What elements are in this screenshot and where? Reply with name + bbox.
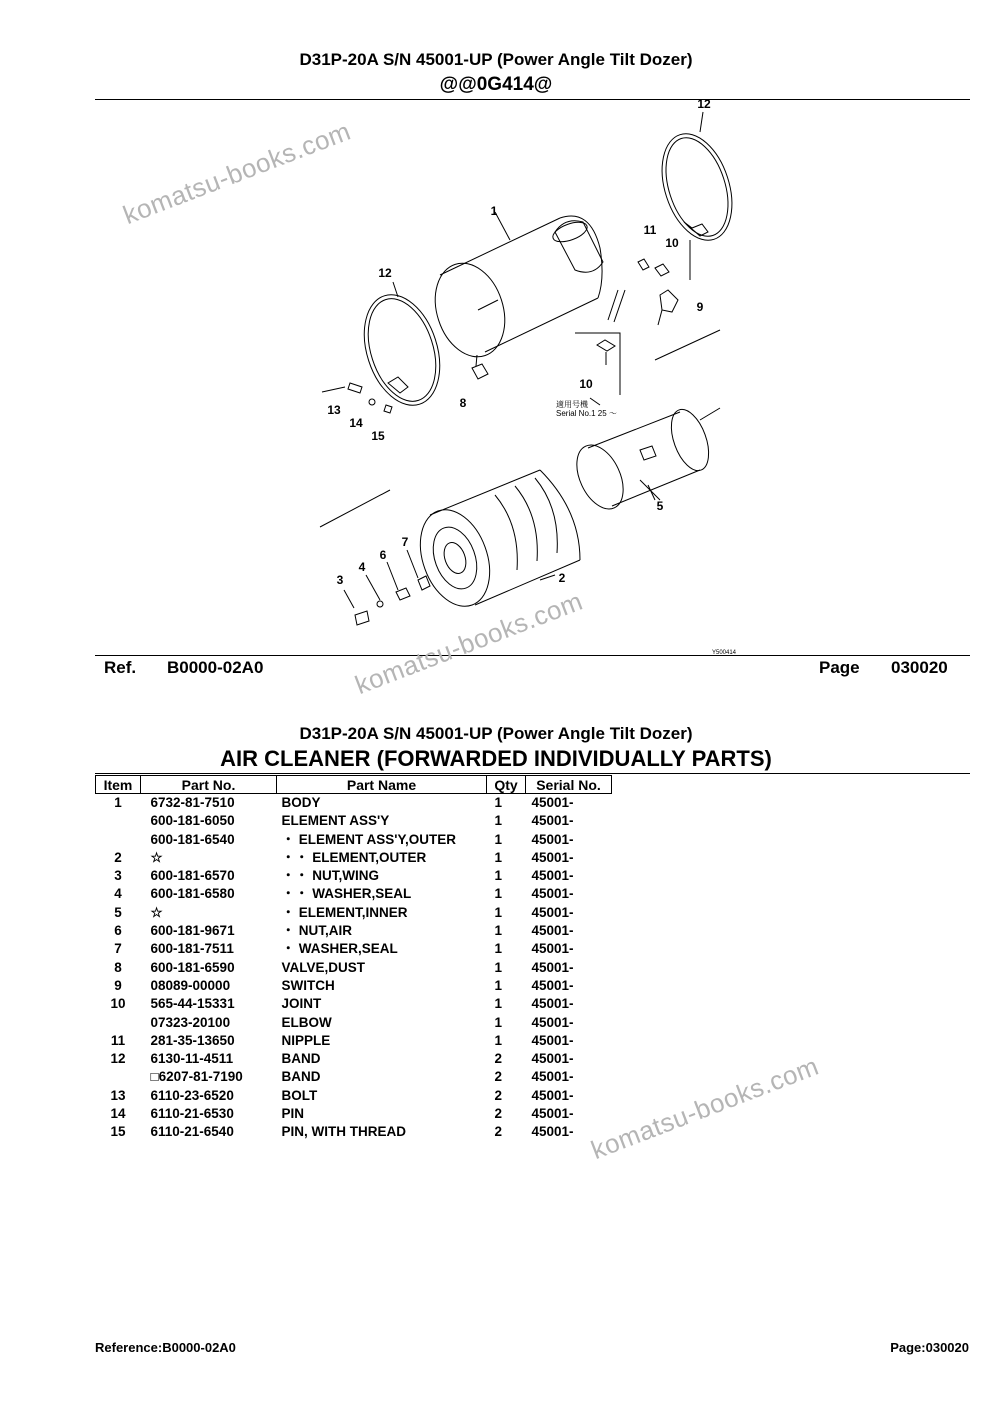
- callout-11: 11: [643, 223, 657, 237]
- cell-item: 5: [114, 904, 122, 920]
- cell-item: 3: [114, 868, 122, 884]
- cell-serial-no: 45001-: [531, 886, 574, 902]
- watermark: komatsu-books.com: [350, 585, 587, 701]
- callout-15: 15: [371, 429, 385, 443]
- cell-part-no: 600-181-6050: [150, 813, 235, 829]
- cell-part-no: 600-181-6540: [150, 831, 235, 847]
- cell-item: 9: [114, 977, 122, 993]
- cell-part-name: NIPPLE: [281, 1032, 331, 1048]
- ref-value: B0000-02A0: [167, 658, 264, 677]
- cell-serial-no: 45001-: [531, 904, 574, 920]
- cell-qty: 1: [494, 904, 503, 920]
- cell-item: 10: [110, 996, 126, 1012]
- section-title: AIR CLEANER (FORWARDED INDIVIDUALLY PARTS): [220, 746, 772, 771]
- cell-part-no: 600-181-7511: [150, 941, 234, 957]
- drawing-code: Y500414: [712, 650, 737, 655]
- cell-part-no: 565-44-15331: [150, 996, 235, 1012]
- pin-14: [369, 399, 375, 405]
- cell-part-no: 6130-11-4511: [150, 1051, 234, 1067]
- cell-item: [96, 812, 141, 830]
- col-serial-no: Serial No.: [526, 776, 612, 794]
- page-label: Page: [819, 658, 860, 677]
- cell-part-name: ELEMENT ASS'Y: [281, 813, 390, 829]
- cell-serial-no: 45001-: [531, 849, 574, 865]
- cell-serial-no: 45001-: [531, 868, 574, 884]
- table-row: [96, 1105, 612, 1123]
- dust-valve-8: [472, 364, 488, 379]
- cell-part-name: VALVE,DUST: [281, 959, 366, 975]
- parts-table: [95, 775, 612, 1142]
- cell-qty: 1: [494, 941, 503, 957]
- cell-serial-no: 45001-: [531, 1069, 574, 1085]
- band-clamp-top: [684, 222, 708, 236]
- table-row: [96, 1050, 612, 1068]
- cell-part-name: JOINT: [281, 996, 322, 1012]
- band-left: [351, 285, 453, 415]
- callout-1: 1: [490, 204, 498, 218]
- cell-part-name: ・・ ELEMENT,OUTER: [281, 849, 427, 865]
- cell-item: 1: [114, 795, 122, 810]
- table-row: [96, 977, 612, 995]
- band-top: [650, 125, 745, 249]
- cell-qty: 1: [494, 849, 503, 865]
- cell-qty: 2: [494, 1051, 503, 1067]
- cell-part-name: ・ ELEMENT,INNER: [281, 904, 408, 920]
- cell-serial-no: 45001-: [531, 1087, 574, 1103]
- inner-element-opening: [568, 438, 633, 517]
- cell-item: 8: [114, 959, 122, 975]
- watermark: komatsu-books.com: [586, 1050, 823, 1166]
- cell-part-name: BODY: [281, 795, 321, 810]
- cell-part-no: 281-35-13650: [150, 1032, 235, 1048]
- outer-element-front: [408, 500, 502, 616]
- cell-serial-no: 45001-: [531, 1106, 574, 1122]
- cell-part-name: BOLT: [281, 1087, 318, 1103]
- body-inlet: [555, 221, 603, 272]
- section-rule: [95, 773, 970, 774]
- cell-qty: 1: [494, 1014, 503, 1030]
- cell-item: 14: [110, 1106, 126, 1122]
- page-value: 030020: [891, 658, 948, 677]
- cell-serial-no: 45001-: [531, 977, 574, 993]
- cell-part-no: 600-181-6590: [150, 959, 235, 975]
- callout-3: 3: [336, 573, 344, 587]
- cell-part-name: ・ WASHER,SEAL: [281, 941, 398, 957]
- cell-part-name: BAND: [281, 1069, 321, 1085]
- table-header-row: [96, 776, 612, 794]
- cell-serial-no: 45001-: [531, 1014, 574, 1030]
- cell-part-no: 6110-21-6530: [150, 1106, 234, 1122]
- switch-9: [660, 290, 678, 312]
- cell-part-no: ☆: [150, 849, 163, 865]
- cell-part-name: PIN, WITH THREAD: [281, 1124, 406, 1140]
- ref-rule: [95, 655, 970, 656]
- col-part-name: Part Name: [277, 776, 487, 794]
- wing-nut-3: [355, 611, 369, 625]
- cell-qty: 2: [494, 1087, 503, 1103]
- table-row: [96, 1123, 612, 1141]
- cell-serial-no: 45001-: [531, 795, 574, 810]
- cell-item: [96, 831, 141, 849]
- parts-diagram: [0, 100, 992, 655]
- callout-14: 14: [349, 416, 363, 430]
- footer-page: Page:030020: [890, 1340, 969, 1355]
- callout-10: 10: [579, 377, 593, 391]
- callout-4: 4: [358, 560, 366, 574]
- callout-12-top: 12: [697, 100, 711, 111]
- cell-part-name: ・ NUT,AIR: [281, 923, 352, 939]
- callout-10-top: 10: [665, 236, 679, 250]
- cell-part-name: ・・ WASHER,SEAL: [281, 886, 412, 902]
- col-part-no: Part No.: [141, 776, 277, 794]
- cell-part-no: 6110-23-6520: [150, 1087, 234, 1103]
- cell-item: [96, 1014, 141, 1032]
- cell-item: 15: [110, 1124, 126, 1140]
- cell-serial-no: 45001-: [531, 996, 574, 1012]
- table-row: [96, 940, 612, 958]
- table-row: [96, 959, 612, 977]
- cell-qty: 1: [494, 813, 503, 829]
- cell-qty: 2: [494, 1124, 503, 1140]
- cell-qty: 1: [494, 1032, 503, 1048]
- page-header-code: @@0G414@: [439, 74, 553, 95]
- cell-part-no: 6732-81-7510: [150, 795, 235, 810]
- callout-8: 8: [459, 396, 467, 410]
- cell-part-no: 600-181-6570: [150, 868, 235, 884]
- cell-qty: 1: [494, 959, 503, 975]
- col-item: Item: [96, 776, 141, 794]
- cell-serial-no: 45001-: [531, 1051, 574, 1067]
- cell-part-name: SWITCH: [281, 977, 335, 993]
- cell-qty: 1: [494, 977, 503, 993]
- cell-item: 11: [110, 1032, 126, 1048]
- footer-reference: Reference:B0000-02A0: [95, 1340, 236, 1355]
- bolt-13: [348, 383, 362, 393]
- outer-element-rear: [540, 470, 580, 560]
- callout-7: 7: [401, 535, 409, 549]
- washer-seal-7: [418, 576, 430, 590]
- cell-serial-no: 45001-: [531, 813, 574, 829]
- inner-element-body: [640, 446, 656, 460]
- cell-part-no: 600-181-6580: [150, 886, 235, 902]
- cell-qty: 1: [494, 831, 503, 847]
- cell-serial-no: 45001-: [531, 941, 574, 957]
- cell-qty: 2: [494, 1106, 503, 1122]
- cell-part-name: BAND: [281, 1051, 321, 1067]
- table-row: [96, 1087, 612, 1105]
- table-row: [96, 885, 612, 903]
- cell-part-no: 08089-00000: [150, 977, 231, 993]
- table-row: [96, 904, 612, 922]
- watermark: komatsu-books.com: [118, 115, 355, 231]
- cell-part-no: 07323-20100: [150, 1014, 231, 1030]
- cell-item: 12: [110, 1051, 126, 1067]
- table-row: [96, 1032, 612, 1050]
- elbow-10: [597, 340, 615, 351]
- table-row: [96, 794, 612, 813]
- cell-item: 6: [114, 923, 122, 939]
- table-row: [96, 812, 612, 830]
- table-row: [96, 867, 612, 885]
- cell-qty: 1: [494, 795, 503, 810]
- cell-serial-no: 45001-: [531, 1032, 574, 1048]
- cell-part-no: ☆: [150, 904, 163, 920]
- serial-note: Serial No.1 25 ～: [556, 409, 617, 418]
- cell-serial-no: 45001-: [531, 831, 574, 847]
- cell-part-name: PIN: [281, 1106, 305, 1122]
- cell-qty: 1: [494, 886, 503, 902]
- callout-9: 9: [696, 300, 704, 314]
- table-row: [96, 849, 612, 867]
- cell-item: 7: [114, 941, 122, 957]
- cell-part-no: 6110-21-6540: [150, 1124, 234, 1140]
- callout-2: 2: [558, 571, 566, 585]
- page-header-model: D31P-20A S/N 45001-UP (Power Angle Tilt Dozer): [299, 50, 693, 69]
- table-row: [96, 831, 612, 849]
- cell-qty: 1: [494, 996, 503, 1012]
- cell-serial-no: 45001-: [531, 923, 574, 939]
- cell-item: 13: [110, 1087, 126, 1103]
- ref-label: Ref.: [104, 658, 137, 677]
- table-row: [96, 922, 612, 940]
- washer-seal-4: [377, 601, 383, 607]
- table-row: [96, 1014, 612, 1032]
- cell-part-name: ・・ NUT,WING: [281, 868, 379, 884]
- section-model: D31P-20A S/N 45001-UP (Power Angle Tilt Dozer): [299, 724, 693, 743]
- table-row: [96, 1068, 612, 1086]
- cell-serial-no: 45001-: [531, 959, 574, 975]
- callout-12-left: 12: [378, 266, 392, 280]
- cell-item: [96, 1068, 141, 1086]
- cell-item: 4: [114, 886, 122, 902]
- nipple-11: [638, 259, 649, 270]
- col-qty: Qty: [487, 776, 526, 794]
- joint-10-top: [655, 264, 669, 276]
- cell-qty: 2: [494, 1069, 503, 1085]
- cell-part-no: □6207-81-7190: [150, 1069, 243, 1085]
- callout-6: 6: [379, 548, 387, 562]
- cell-part-no: 600-181-9671: [150, 923, 235, 939]
- cell-item: 2: [114, 849, 122, 865]
- cell-part-name: ・ ELEMENT ASS'Y,OUTER: [281, 831, 456, 847]
- cell-serial-no: 45001-: [531, 1124, 574, 1140]
- pin-15: [384, 405, 392, 413]
- cell-qty: 1: [494, 923, 503, 939]
- table-row: [96, 995, 612, 1013]
- serial-note-jp: 適用号機: [556, 400, 588, 409]
- callout-13: 13: [327, 403, 341, 417]
- cell-qty: 1: [494, 868, 503, 884]
- cell-part-name: ELBOW: [281, 1014, 332, 1030]
- callout-5: 5: [656, 499, 664, 513]
